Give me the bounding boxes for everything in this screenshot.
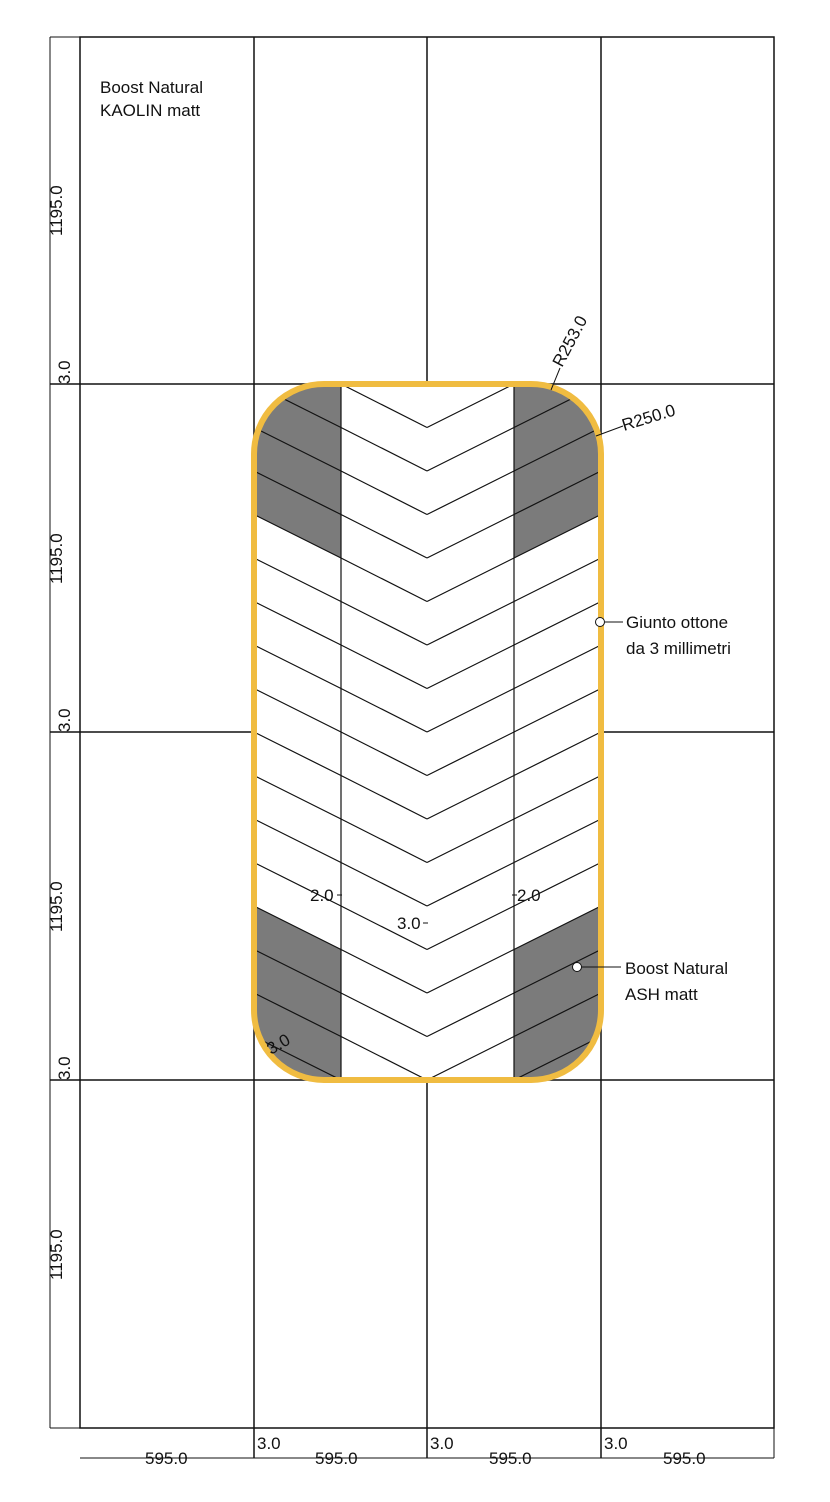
corner-joint: 3.0 [263, 1030, 294, 1059]
row-joint-dim-2: 3.0 [55, 708, 74, 732]
row-height-dim-1: 1195.0 [47, 185, 66, 236]
radius-inner-label: R250.0 [619, 400, 678, 435]
col-width-dim-1: 595.0 [145, 1449, 188, 1468]
row-joint-dim-1: 3.0 [55, 360, 74, 384]
row-height-dim-2: 1195.0 [47, 533, 66, 584]
joint-callout [596, 618, 624, 627]
radius-outer-label: R253.0 [548, 312, 592, 370]
col-width-dim-4: 595.0 [663, 1449, 706, 1468]
joint-label-line1: Giunto ottone [626, 613, 729, 632]
row-joint-dim-3: 3.0 [55, 1056, 74, 1080]
col-width-dim-2: 595.0 [315, 1449, 358, 1468]
herringbone-center-joint: 3.0 [397, 914, 421, 933]
inlay-tile-label-line1: Boost Natural [625, 959, 728, 978]
top-tile-label-line2: KAOLIN matt [100, 101, 201, 120]
col-width-dim-3: 595.0 [489, 1449, 532, 1468]
col-joint-dim-3: 3.0 [604, 1434, 628, 1453]
herringbone-joint-left: 2.0 [310, 886, 334, 905]
col-joint-dim-2: 3.0 [430, 1434, 454, 1453]
top-tile-label-line1: Boost Natural [100, 78, 203, 97]
herringbone-joint-right: 2.0 [517, 886, 541, 905]
row-height-dim-4: 1195.0 [47, 1229, 66, 1280]
herringbone-inlay [254, 341, 601, 1168]
inlay-tile-label-line2: ASH matt [625, 985, 698, 1004]
col-joint-dim-1: 3.0 [257, 1434, 281, 1453]
joint-label-line2: da 3 millimetri [626, 639, 731, 658]
row-height-dim-3: 1195.0 [47, 881, 66, 932]
